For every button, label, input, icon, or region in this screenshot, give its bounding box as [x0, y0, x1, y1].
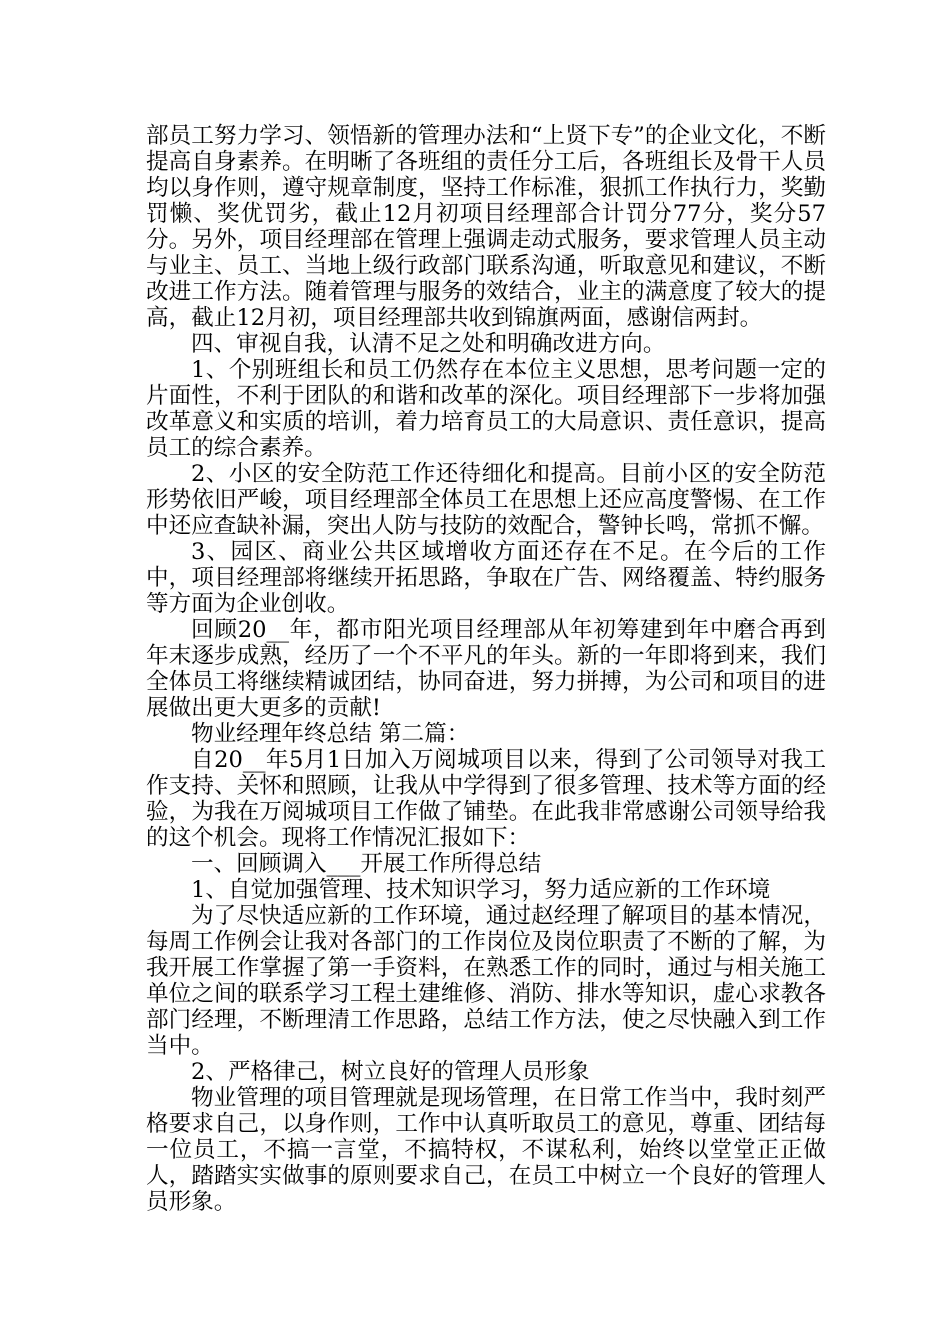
- section-heading-second-part: 物业经理年终总结 第二篇：: [191, 721, 470, 747]
- paragraph-8: 自20__年5月1日加入万阅城项目以来，得到了公司领导对我工作支持、关怀和照顾，让我从中学得到了很多管理、技术等方面的经验，为我在万阅城项目工作做了铺垫。在此我非常感谢公司领导给我的这个机会。现将工作情况汇报如下：: [146, 747, 826, 851]
- paragraph-1: 部员工努力学习、领悟新的管理办法和“上贤下专”的企业文化，不断提高自身素养。在明晰了各班组的责任分工后，各班组长及骨干人员均以身作则，遵守规章制度，坚持工作标准，狠抓工作执行力，奖勤罚懒、奖优罚劣，截止12月初项目经理部合计罚分77分，奖分57分。另外，项目经理部在管理上强调走动式服务，要求管理人员主动与业主、员工、当地上级行政部门联系沟通，听取意见和建议，不断改进工作方法。随着管理与服务的效结合，业主的满意度了较大的提高，截止12月初，项目经理部共收到锦旗两面，感谢信两封。: [146, 123, 826, 331]
- paragraph-4: 2、小区的安全防范工作还待细化和提高。目前小区的安全防范形势依旧严峻，项目经理部全体员工在思想上还应高度警惕、在工作中还应查缺补漏，突出人防与技防的效配合，警钟长鸣，常抓不懈。: [146, 461, 826, 539]
- subheading-learning: 1、自觉加强管理、技术知识学习，努力适应新的工作环境: [191, 877, 771, 903]
- paragraph-5: 3、园区、商业公共区域增收方面还存在不足。在今后的工作中，项目经理部将继续开拓思路，争取在广告、网络覆盖、特约服务等方面为企业创收。: [146, 539, 826, 617]
- paragraph-6: 回顾20__年，都市阳光项目经理部从年初筹建到年中磨合再到年末逐步成熟，经历了一个不平凡的年头。新的一年即将到来，我们全体员工将继续精诚团结，协同奋进，努力拼搏，为公司和项目的进展做出更大更多的贡献!: [146, 617, 826, 721]
- subheading-self-discipline: 2、严格律己，树立良好的管理人员形象: [191, 1059, 590, 1085]
- document-page: [146, 123, 826, 1215]
- paragraph-13: 物业管理的项目管理就是现场管理，在日常工作当中，我时刻严格要求自己，以身作则，工作中认真听取员工的意见，尊重、团结每一位员工，不搞一言堂，不搞特权，不谋私利，始终以堂堂正正做人，踏踏实实做事的原则要求自己，在员工中树立一个良好的管理人员形象。: [146, 1085, 826, 1215]
- paragraph-3: 1、个别班组长和员工仍然存在本位主义思想，思考问题一定的片面性，不利于团队的和谐和改革的深化。项目经理部下一步将加强改革意义和实质的培训，着力培育员工的大局意识、责任意识，提高员工的综合素养。: [146, 357, 826, 461]
- paragraph-11: 为了尽快适应新的工作环境，通过赵经理了解项目的基本情况，每周工作例会让我对各部门的工作岗位及岗位职责了不断的了解，为我开展工作掌握了第一手资料，在熟悉工作的同时，通过与相关施工单位之间的联系学习工程土建维修、消防、排水等知识，虚心求教各部门经理，不断理清工作思路，总结工作方法，使之尽快融入到工作当中。: [146, 903, 826, 1059]
- section-heading-review: 一、回顾调入___开展工作所得总结: [191, 851, 542, 877]
- paragraph-2: 四、审视自我，认清不足之处和明确改进方向。: [191, 331, 666, 357]
